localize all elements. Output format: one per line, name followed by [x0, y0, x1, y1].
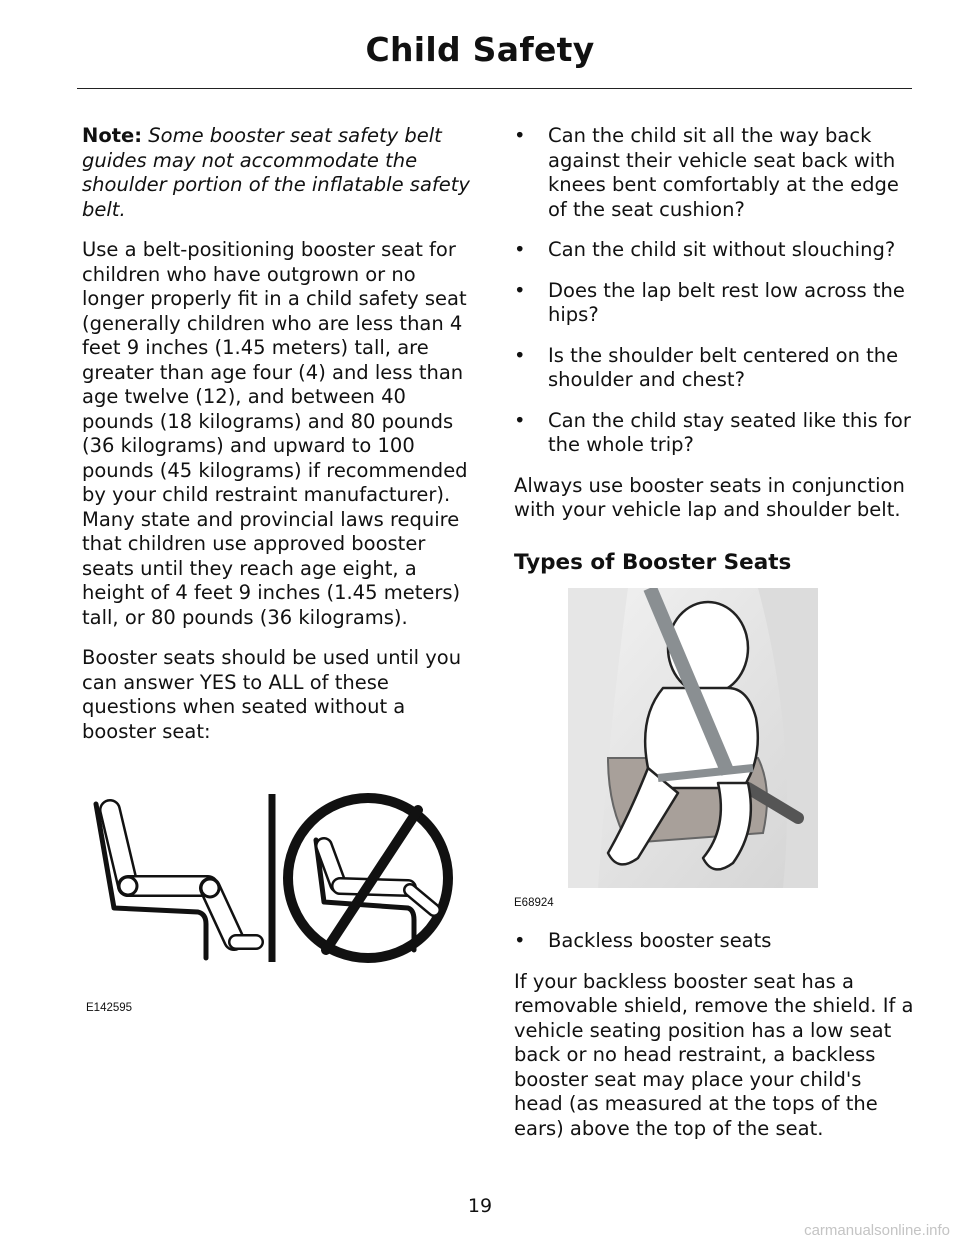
- bullet-icon: •: [514, 238, 526, 261]
- left-column: [82, 124, 476, 760]
- page-header-title: Child Safety: [365, 30, 595, 69]
- list-item: • Is the shoulder belt centered on the shoulder and chest?: [514, 343, 899, 391]
- watermark: carmanualsonline.info: [804, 1222, 950, 1239]
- booster-question-list: [514, 124, 914, 458]
- bullet-icon: •: [514, 929, 526, 952]
- booster-type-list: [514, 929, 914, 954]
- conjunction-paragraph: Always use booster seats in conjunction with your vehicle lap and shoulder belt.: [514, 473, 905, 521]
- note-paragraph: [82, 124, 476, 222]
- list-item: • Can the child stay seated like this for the whole trip?: [514, 408, 911, 456]
- page-number: 19: [467, 1195, 493, 1217]
- right-column-lower: [514, 929, 914, 1157]
- figure-label-e142595: E142595: [86, 1002, 133, 1014]
- header-rule: [77, 88, 912, 89]
- seating-posture-illustration: [88, 790, 468, 970]
- list-item: • Backless booster seats: [514, 929, 772, 952]
- figure-label-e68924: E68924: [514, 897, 554, 909]
- bullet-icon: •: [514, 408, 526, 432]
- section-heading: Types of Booster Seats: [514, 549, 792, 575]
- right-column: [514, 124, 914, 589]
- list-item: • Can the child sit without slouching?: [514, 238, 896, 261]
- list-item: • Does the lap belt rest low across the hips?: [514, 278, 905, 326]
- booster-intro-paragraph: Use a belt-positioning booster seat for children who have outgrown or no longer properly fit in a child safety seat (generally children who are less than 4 feet 9 inches (1.45 meters) tall, are greater than age four (4) and less than age twelve (12), and between 40 pounds (18 kilograms) and 80 pounds (36 kilograms) and upward to 100 pounds (45 kilograms) if recommended by your child restraint manufacturer). Many state and provincial laws require that children use approved booster seats until they reach age eight, a height of 4 feet 9 inches (1.45 meters) tall, or 80 pounds (36 kilograms).: [82, 238, 468, 629]
- bullet-icon: •: [514, 124, 526, 147]
- booster-questions-paragraph: Booster seats should be used until you can answer YES to ALL of these questions when seated without a booster seat:: [82, 646, 462, 743]
- note-text: Some booster seat safety belt guides may not accommodate the shoulder portion of the inflatable safety belt.: [82, 124, 470, 221]
- backless-booster-illustration: [568, 588, 818, 888]
- backless-booster-paragraph: If your backless booster seat has a removable shield, remove the shield. If a vehicle seating position has a low seat back or no head restraint, a backless booster seat may place your child's head (as measured at the tops of the ears) above the top of the seat.: [514, 969, 914, 1140]
- note-label: Note:: [82, 124, 143, 147]
- bullet-icon: •: [514, 343, 526, 367]
- bullet-icon: •: [514, 278, 526, 302]
- list-item: • Can the child sit all the way back against their vehicle seat back with knees bent comfortably at the edge of the seat cushion?: [514, 124, 899, 221]
